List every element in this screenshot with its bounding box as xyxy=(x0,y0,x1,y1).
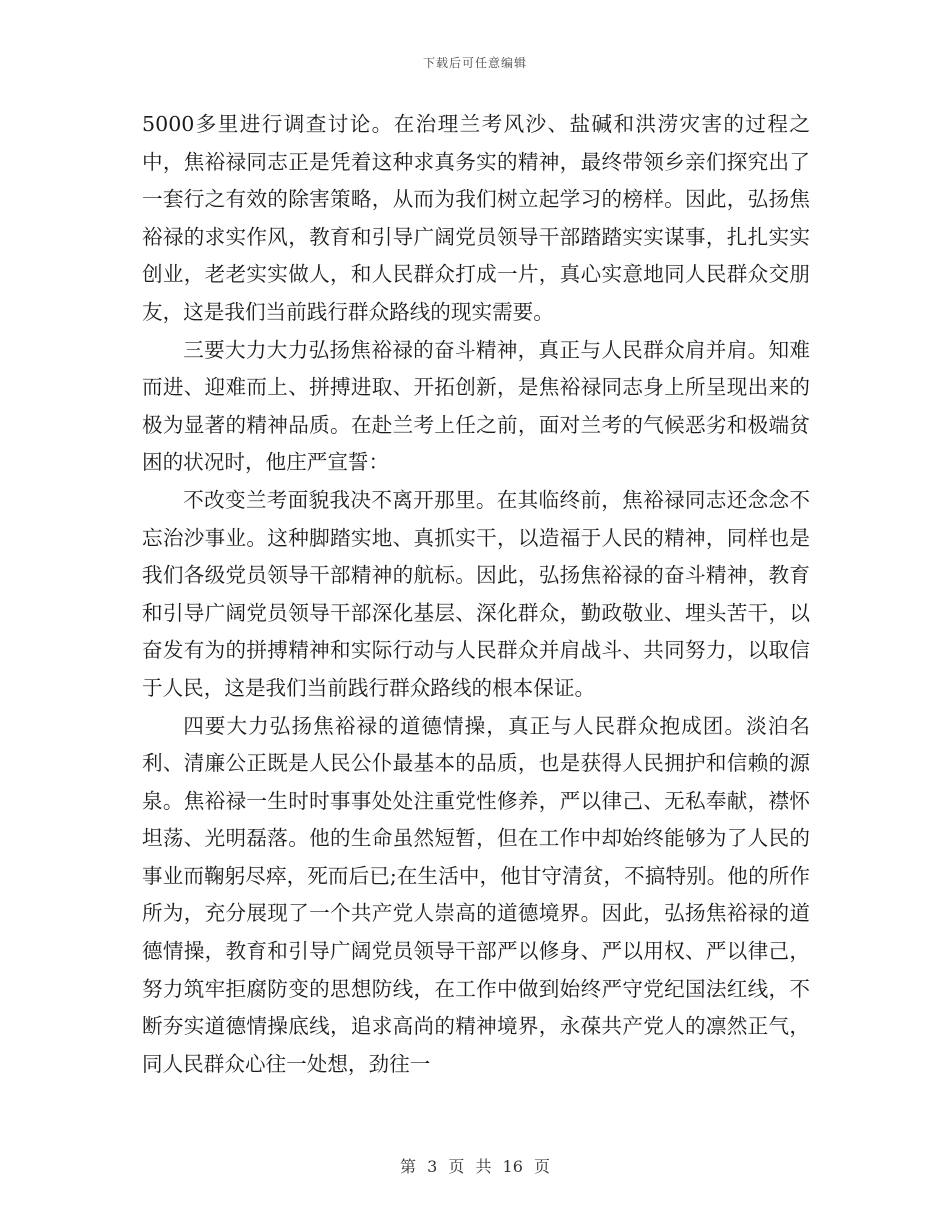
paragraph-4: 四要大力弘扬焦裕禄的道德情操，真正与人民群众抱成团。淡泊名利、清廉公正既是人民公仆最基本的品质，也是获得人民拥护和信赖的源泉。焦裕禄一生时时事事处处注重党性修养，严以律己、无私奉献，襟怀坦荡、光明磊落。他的生命虽然短暂，但在工作中却始终能够为了人民的事业而鞠躬尽瘁，死而后已;在生活中，他甘守清贫，不搞特别。他的所作所为，充分展现了一个共产党人崇高的道德境界。因此，弘扬焦裕禄的道德情操，教育和引导广阔党员领导干部严以修身、严以用权、严以律己，努力筑牢拒腐防变的思想防线，在工作中做到始终严守党纪国法红线，不断夯实道德情操底线，追求高尚的精神境界，永葆共产党人的凛然正气，同人民群众心往一处想，劲往一 xyxy=(142,713,810,1076)
page-number-footer: 第 3 页 共 16 页 xyxy=(400,1157,550,1176)
paragraph-2: 三要大力大力弘扬焦裕禄的奋斗精神，真正与人民群众肩并肩。知难而进、迎难而上、拼搏进取、开拓创新，是焦裕禄同志身上所呈现出来的极为显著的精神品质。在赴兰考上任之前，面对兰考的气候恶劣和极端贫困的状况时，他庄严宣誓： xyxy=(142,337,810,475)
page-header: 下载后可任意编辑 xyxy=(422,56,527,70)
document-body xyxy=(142,106,810,1083)
paragraph-3: 不改变兰考面貌我决不离开那里。在其临终前，焦裕禄同志还念念不忘治沙事业。这种脚踏实地、真抓实干，以造福于人民的精神，同样也是我们各级党员领导干部精神的航标。因此，弘扬焦裕禄的奋斗精神，教育和引导广阔党员领导干部深化基层、深化群众，勤政敬业、埋头苦干，以奋发有为的拼搏精神和实际行动与人民群众并肩战斗、共同努力，以取信于人民，这是我们当前践行群众路线的根本保证。 xyxy=(142,487,810,700)
paragraph-1: 5000多里进行调查讨论。在治理兰考风沙、盐碱和洪涝灾害的过程之中，焦裕禄同志正是凭着这种求真务实的精神，最终带领乡亲们探究出了一套行之有效的除害策略，从而为我们树立起学习的榜样。因此，弘扬焦裕禄的求实作风，教育和引导广阔党员领导干部踏踏实实谋事，扎扎实实创业，老老实实做人，和人民群众打成一片，真心实意地同人民群众交朋友，这是我们当前践行群众路线的现实需要。 xyxy=(142,112,810,324)
